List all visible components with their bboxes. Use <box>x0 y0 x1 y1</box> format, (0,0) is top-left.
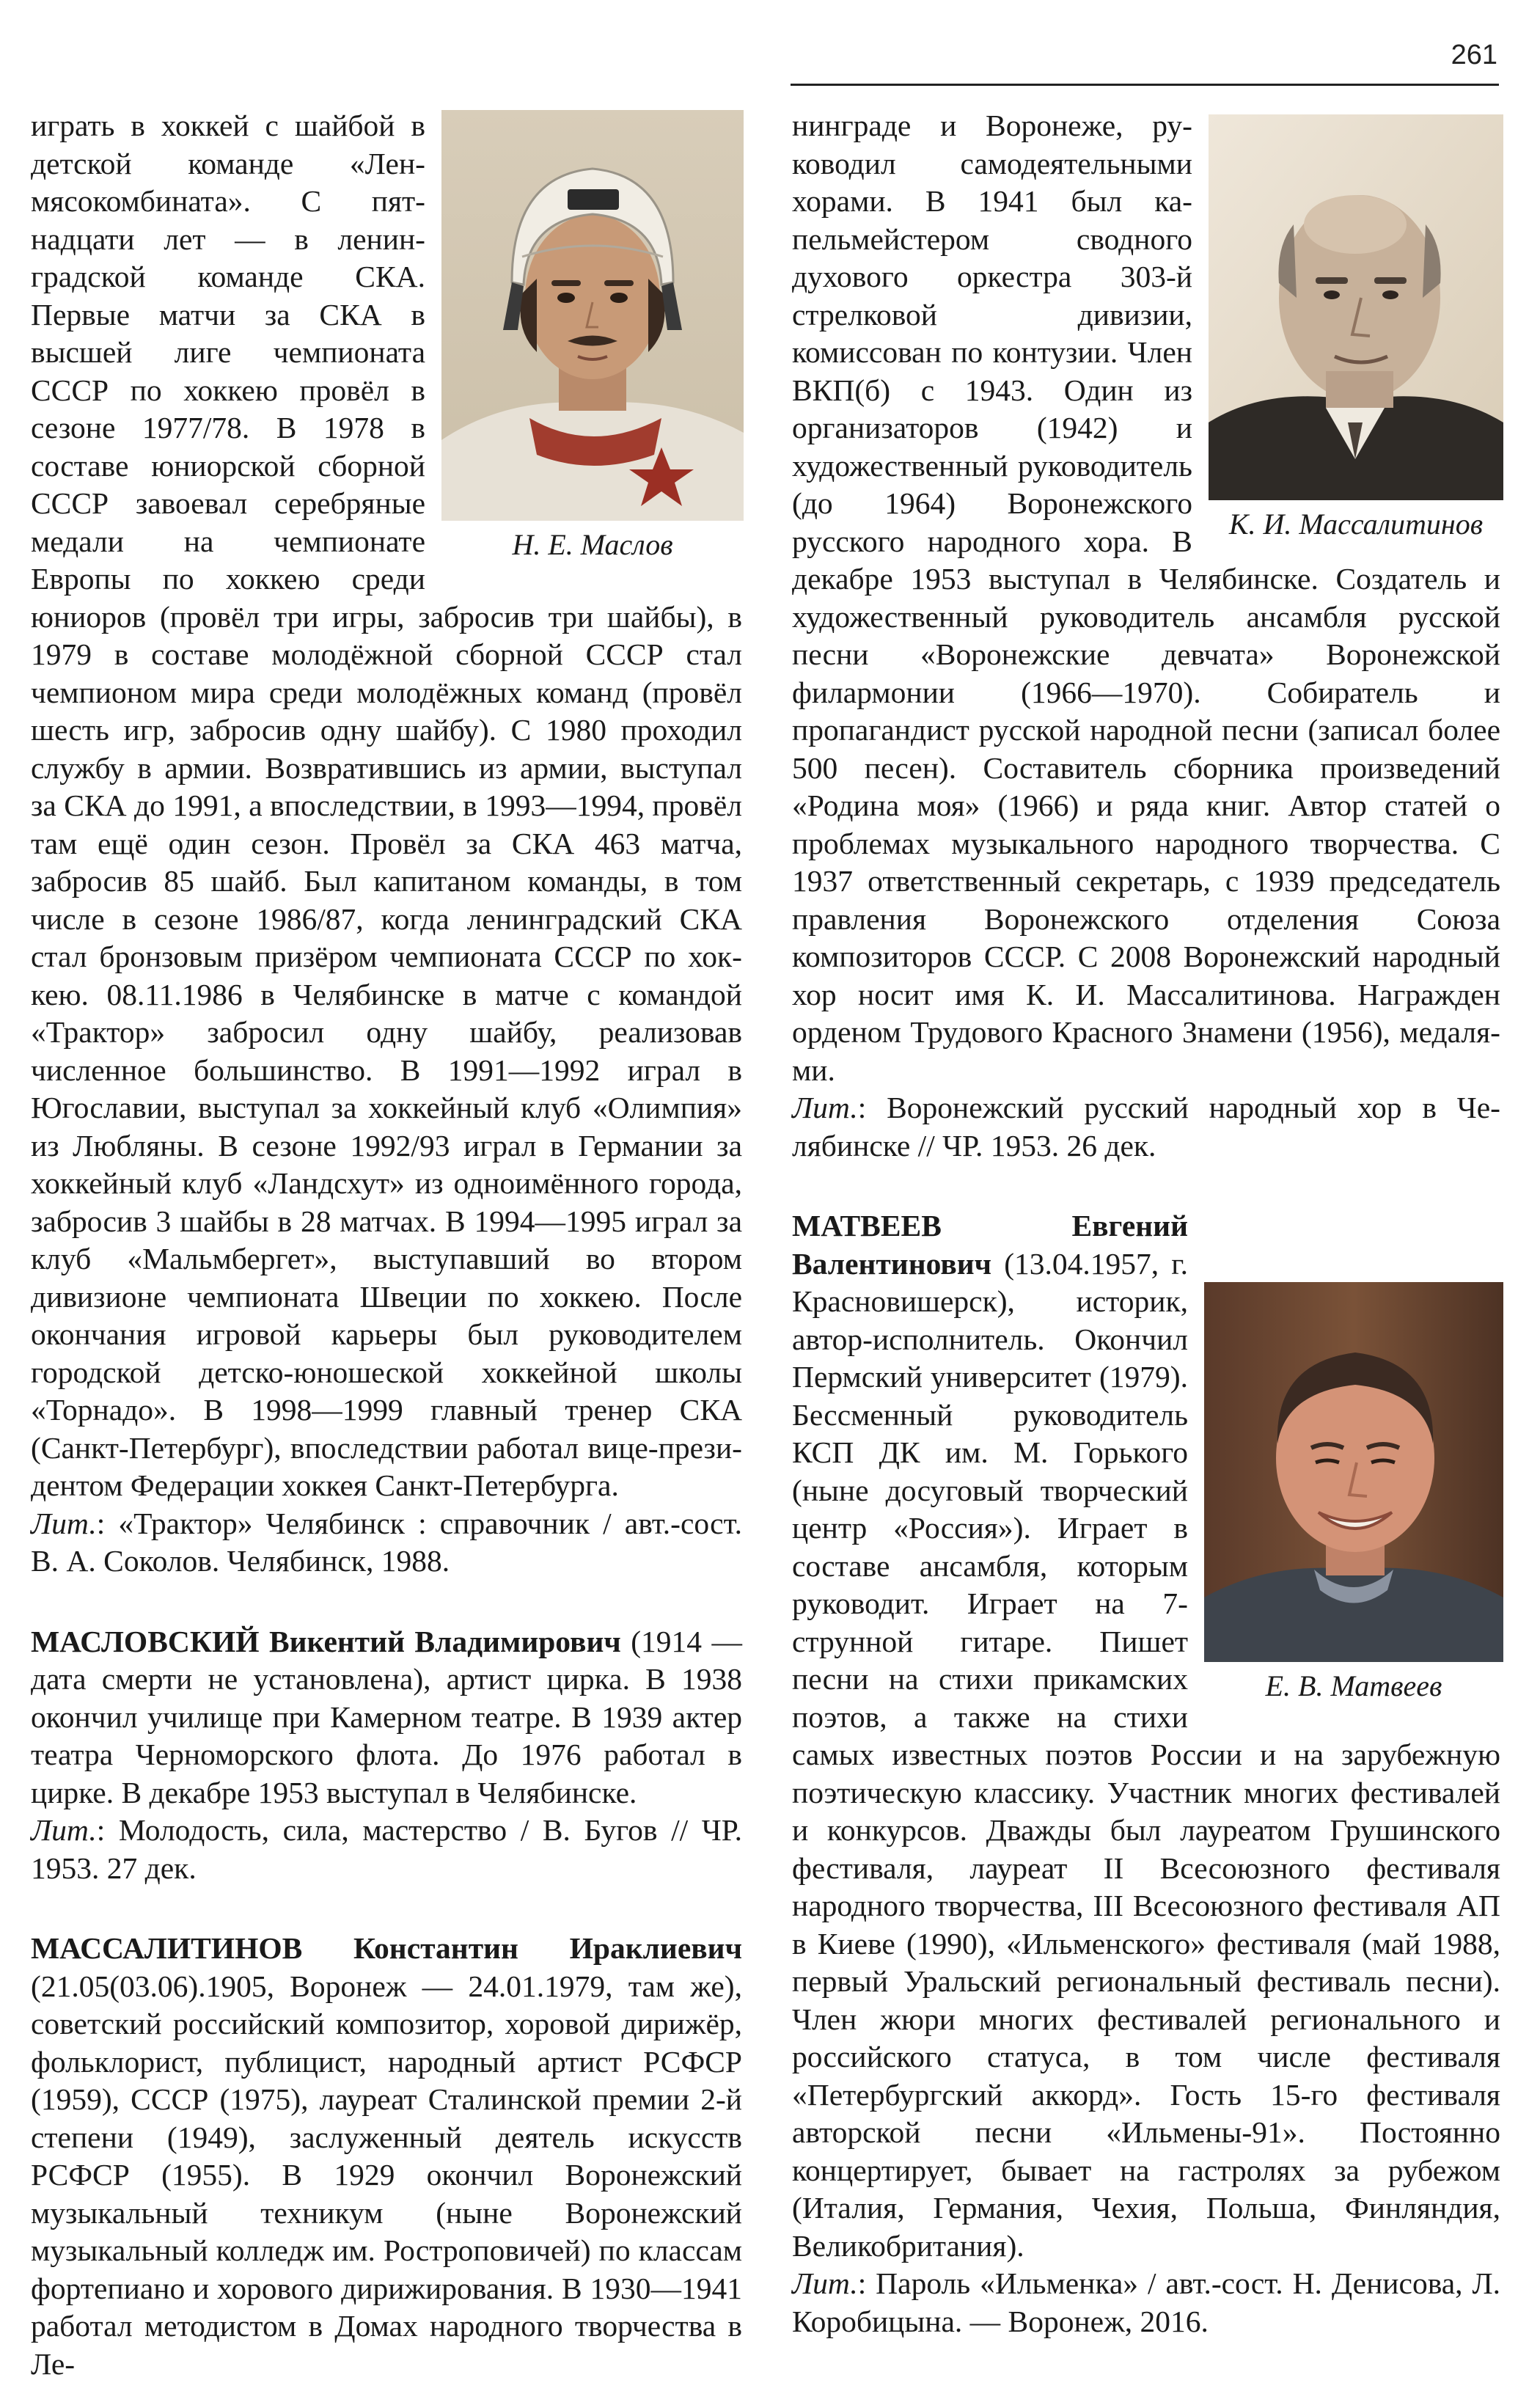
maslovsky-literature <box>31 1812 742 1887</box>
maslov-figure <box>441 107 744 563</box>
matveev-text: (13.04.1957, г. Красновишерск), историк, автор-исполнитель. Окончил Пермский университет (1979). Бессменный руководитель КСП ДК им. М. Горького (ныне досуговый творческий центр «Россия»). Играет в составе ансамбля, которым руководит. Играет на 7-струнной гитаре. Пишет песни на стихи прикамских поэтов, а также на стихи самых известных поэтов России и на зарубежную поэтическую классику. Участник многих фестивалей и конкурсов. Дважды был лауреатом Грушинского фестиваля, лауреат II Всесоюзного фестиваля народного творчества, III Всесоюзного фестиваля АП в Киеве (1990), «Ильменского» фестиваля (май 1988, первый Уральский региональный фестиваль песни). Член жюри многих фестивалей регионального и российского статуса, в том числе фестиваля «Петербургский аккорд». Гость 15-го фестиваля авторской песни «Ильмены-91». Постоянно концертирует, бывает на гастролях за рубежом (Италия, Германия, Чехия, Польша, Финляндия, Великобритания). <box>792 1246 1500 2263</box>
matveev-figure <box>1204 1282 1503 1705</box>
maslov-literature <box>31 1505 742 1581</box>
maslovsky-article <box>31 1623 742 1812</box>
massalitinov-article <box>31 1930 742 2383</box>
maslovsky-headword: МАСЛОВСКИЙ Викентий Владимирович <box>31 1624 621 1658</box>
lit-label: Лит. <box>792 1091 858 1124</box>
lit-reference: : Пароль «Ильменка» / авт.-сост. Н. Денисова, Л. Коробицына. — Воронеж, 2016. <box>792 2266 1500 2338</box>
matveev-literature <box>792 2265 1500 2340</box>
lit-label: Лит. <box>792 2266 858 2300</box>
right-column <box>792 107 1500 2340</box>
page-number: 261 <box>1451 40 1497 70</box>
massalitinov-figure <box>1209 107 1503 543</box>
maslovsky-text: (1914 — дата смерти не установлена), артист цирка. В 1938 окончил училище при Камерном театре. В 1939 актер театра Черноморского флота. До 1976 работал в цирке. В декабре 1953 выступал в Челябинске. <box>31 1624 742 1809</box>
massalitinov-headword: МАССАЛИТИНОВ Константин Ираклиевич <box>31 1931 742 1965</box>
massalitinov-caption: К. И. Массалитинов <box>1228 508 1484 541</box>
matveev-headword: МАТВЕЕВ Евгений Валентинович <box>792 1209 1188 1281</box>
matveev-caption: Е. В. Матвеев <box>1265 1669 1442 1702</box>
massalitinov-text: (21.05(03.06).1905, Воронеж — 24.01.1979, там же), советский российский композитор, хоровой дирижёр, фольклорист, публицист, народный артист РСФСР (1959), СССР (1975), лауреат Сталинской премии 2-й степени (1949), заслуженный деятель искусств РСФСР (1955). В 1929 окончил Воронежский музыкальный техникум (ныне Воронежский музыкальный колледж им. Ростроповичей) по классам фортепиано и хорового дирижирования. В 1930—1941 работал методистом в Домах народного творчества в Ле- <box>31 1969 742 2381</box>
lit-reference: : Воронежский русский народный хор в Челябинске // ЧР. 1953. 26 дек. <box>792 1091 1500 1163</box>
maslov-photo <box>441 110 744 521</box>
lit-label: Лит. <box>31 1813 97 1847</box>
massalitinov-literature <box>792 1089 1500 1165</box>
lit-reference: : Молодость, сила, мастерство / В. Бугов // ЧР. 1953. 27 дек. <box>31 1813 742 1885</box>
maslov-caption: Н. Е. Маслов <box>512 528 673 561</box>
matveev-photo <box>1204 1282 1503 1662</box>
header-rule <box>791 84 1499 86</box>
left-column <box>31 107 742 2383</box>
lit-reference: : «Трактор» Челябинск : справочник / авт.-сост. В. А. Соколов. Челябинск, 1988. <box>31 1506 742 1578</box>
lit-label: Лит. <box>31 1506 97 1540</box>
massalitinov-photo <box>1209 114 1503 500</box>
massalitinov-article-continued: нинграде и Воронеже, руководил самодеятельными хорами. В 1941 был капельмейстером сводного духового оркестра 303-й стрелковой дивизии, комиссован по контузии. Член ВКП(б) с 1943. Один из организаторов (1942) и художественный руководитель (до 1964) Воронежского русского народного хора. В декабре 1953 выступал в Челябинске. Создатель и художественный руководитель ансамбля русской песни «Воронежские девчата» Воронежской филармонии (1966—1970). Собиратель и пропагандист русской народной песни (записал более 500 песен). Составитель сборника произведений «Родина моя» (1966) и ряда книг. Автор статей о проблемах музыкального народного творчества. С 1937 ответственный секретарь, с 1939 председатель правления Воронежского отделения Союза композиторов СССР. С 2008 Воронежский народный хор носит имя К. И. Массалитинова. Награжден орденом Трудового Красного Знамени (1956), медалями. <box>792 109 1500 1087</box>
maslov-article-text: играть в хоккей с шайбой в детской команде «Ленмясокомбината». С пятнадцати лет — в ленинградской команде СКА. Первые матчи за СКА в высшей лиге чемпионата СССР по хоккею провёл в сезоне 1977/78. В 1978 в составе юниорской сборной СССР завоевал серебряные медали на чемпионате Европы по хоккею среди юниоров (провёл три игры, забросив три шайбы), в 1979 в составе молодёжной сборной СССР стал чемпионом мира среди молодёжных команд (провёл шесть игр, забросив одну шайбу). С 1980 проходил службу в армии. Возвратившись из армии, выступал за СКА до 1991, а впоследствии, в 1993—1994, провёл там ещё один сезон. Провёл за СКА 463 матча, забросив 85 шайб. Был капитаном команды, в том числе в сезоне 1986/87, когда ленинградский СКА стал бронзовым призёром чемпионата СССР по хоккею. 08.11.1986 в Челябинске в матче с командой «Трактор» забросил одну шайбу, реализовав численное большинство. В 1991—1992 играл в Югославии, выступал за хоккейный клуб «Олимпия» из Любляны. В сезоне 1992/93 играл в Германии за хоккейный клуб «Ландсхут» из одноимённого города, забросив 3 шайбы в 28 матчах. В 1994—1995 играл за клуб «Мальмбергет», выступавший во втором дивизионе чемпионата Швеции по хоккею. После окончания игровой карьеры был руководителем городской детско-юношеской хоккейной школы «Торнадо». В 1998—1999 главный тренер СКА (Санкт-Петербург), впоследствии работал вице-президентом Федерации хоккея Санкт-Петербурга. <box>31 109 742 1502</box>
